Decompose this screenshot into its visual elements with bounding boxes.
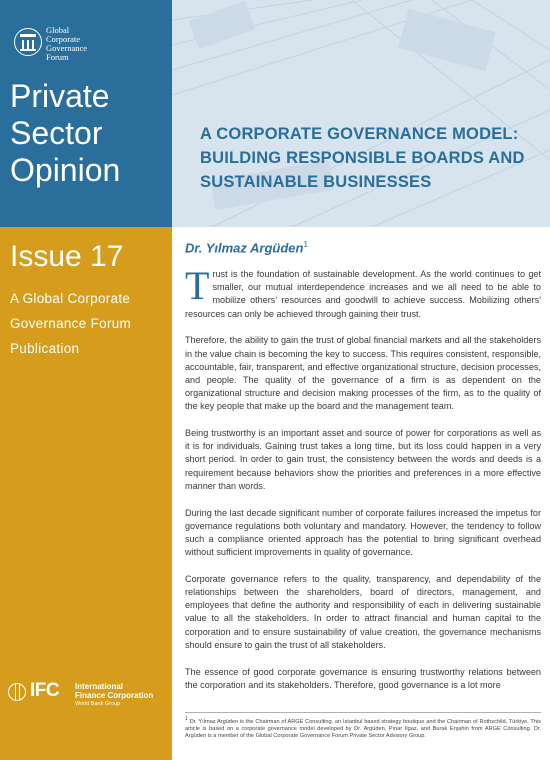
publication-title: Private Sector Opinion [10, 78, 121, 188]
drop-cap: T [185, 263, 210, 308]
issue-number: Issue 17 [10, 240, 124, 273]
footnote-marker: 1 [185, 716, 188, 722]
ifc-name: International Finance Corporation [75, 682, 154, 700]
globe-icon [8, 683, 26, 701]
author-footnote-marker: 1 [303, 240, 308, 249]
logo-text: Global Corporate Governance Forum [46, 25, 88, 62]
paragraph: Trust is the foundation of sustainable development. As the world continues to get smaller, our mutual interdependence increases and we all need to be able to mobilize others' resources and goodwill to achieve success. Mobilizing others' resources can only be achieved through gaining their trust. [185, 263, 541, 319]
author-name: Dr. Yılmaz Argüden$^1$ [185, 240, 308, 256]
footnote: $^1$ Dr. Yılmaz Argüden is the Chairman of ARGE Consulting, an Istanbul based strategy boutique and the Chairman of Rothschild, Türkiye. This article is based on a corporate governance model developed by Dr. Argüden, Pınar Ilgaz, and Burak Erşahin from ARGE Consulting. Dr. Argüden is a member of the Global Corporate Governance Forum Private Sector Advisory Group. [185, 716, 541, 739]
ifc-logo [8, 680, 168, 708]
ifc-wordmark: IFC [30, 680, 60, 701]
pillars-icon [14, 28, 42, 56]
article-body [185, 263, 541, 705]
sidebar-top-panel [0, 0, 172, 227]
footnote-divider [185, 712, 541, 713]
paragraph: During the last decade significant number of corporate failures increased the impetus for governance regulations both voluntary and mandatory. However, the tendency to follow such a compliance oriented approach has the potential to bring significant overhead without sufficient improvements in quality of governance. [185, 507, 541, 558]
article-headline: A CORPORATE GOVERNANCE MODEL: BUILDING RESPONSIBLE BOARDS AND SUSTAINABLE BUSINESSES [200, 125, 525, 191]
paragraph: Therefore, the ability to gain the trust of global financial markets and all the stakeholders in the value chain is becoming the key to success. This requires consistent, responsible, accountable, fair, transparent, and effective organizational structure, decision processes, and people. The quality of the governance of a firm is as dependent on the organizational structure and decision making processes of the firm, as to the quality of the key people that make up the board and the management team. [185, 335, 541, 412]
paragraph: Being trustworthy is an important asset and source of power for corporations as well as it is for individuals. Gaining trust takes a long time, but its loss could happen in a very short period. In order to gain trust, the consistency between the words and deeds is a requirement because behaviors show the priorities and preferences in a more effective manner than words. [185, 428, 541, 491]
gcgf-logo [14, 26, 124, 66]
ifc-group-label: World Bank Group [75, 701, 121, 707]
publication-subtitle: A Global Corporate Governance Forum Publication [10, 291, 132, 356]
paragraph: Corporate governance refers to the quality, transparency, and dependability of the relationships between the shareholders, board of directors, management, and employees that define the authority and responsibility of each in delivering sustainable value to all the stakeholders. In order to attract financial and human capital to the corporation and to ensure sustainability of value creation, the governance mechanisms should ensure to gain the trust of all stakeholders. [185, 573, 541, 650]
paragraph: The essence of good corporate governance is ensuring trustworthy relations between the corporation and its stakeholders. Therefore, good governance is a lot more [185, 666, 541, 690]
